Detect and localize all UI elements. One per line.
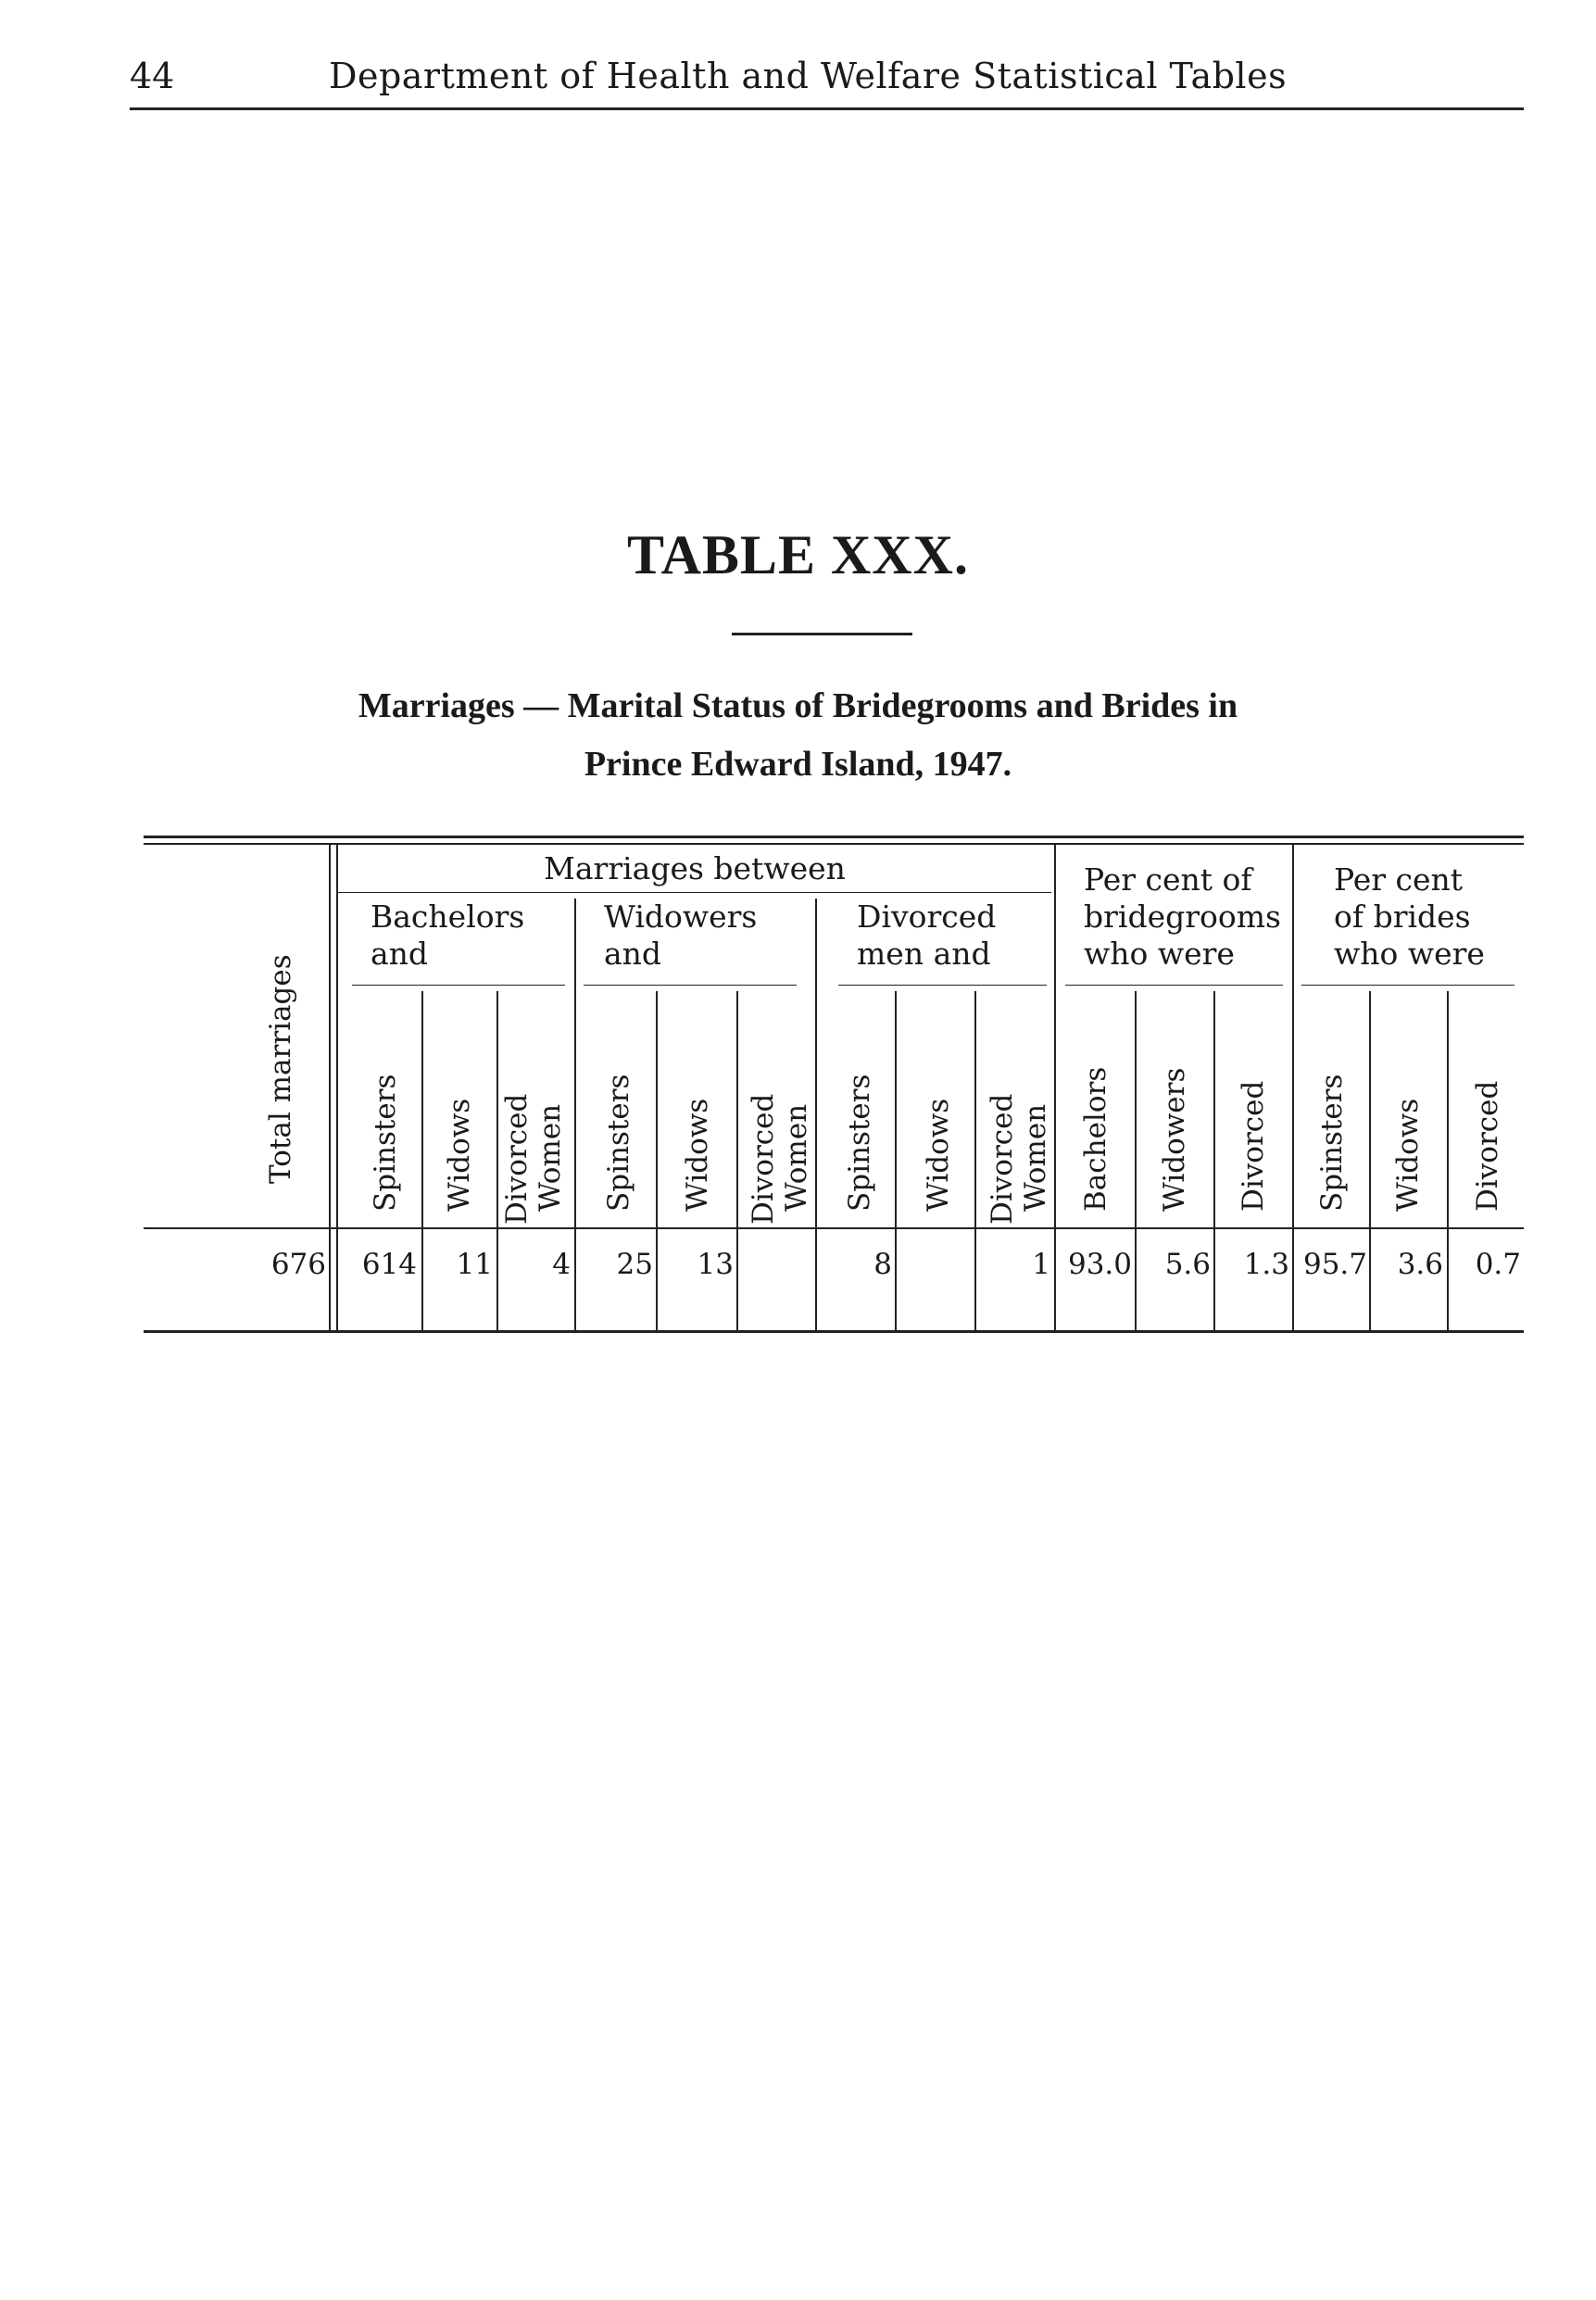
cell-bach-widows: 11 <box>456 1248 493 1281</box>
cell-pct-widows: 3.6 <box>1397 1248 1443 1281</box>
header-bottom-rule <box>144 1227 1524 1229</box>
title-rule <box>732 633 912 635</box>
col-sep-8 <box>1213 991 1215 1330</box>
total-separator-2 <box>336 845 338 1330</box>
col-sep-9 <box>1369 991 1371 1330</box>
header-widowers-and-1: Widowers <box>604 899 758 935</box>
header-wid-divorced-1: Divorced <box>747 1093 780 1225</box>
widowers-rule <box>584 985 797 986</box>
cell-pct-divorced-men: 1.3 <box>1243 1248 1289 1281</box>
cell-wid-divorced <box>741 1246 811 1283</box>
header-widowers-and-2: and <box>604 936 662 972</box>
header-pct-bachelors: Bachelors <box>1079 1066 1112 1212</box>
group-sep-widowers <box>574 899 576 1330</box>
cell-pct-bachelors: 93.0 <box>1067 1248 1132 1281</box>
cell-div-spinsters: 8 <box>873 1248 892 1281</box>
header-pct-groom-2: bridegrooms <box>1084 899 1281 935</box>
col-sep-7 <box>1135 991 1137 1330</box>
header-wid-spinsters: Spinsters <box>602 1074 635 1212</box>
header-bach-divorced-2: Women <box>534 1103 567 1212</box>
running-head <box>130 56 1524 110</box>
header-div-spinsters: Spinsters <box>843 1074 876 1212</box>
header-pct-spinsters: Spinsters <box>1315 1074 1349 1212</box>
header-pct-divorced-women: Divorced <box>1471 1080 1504 1212</box>
pct-bride-rule <box>1301 985 1514 986</box>
header-bachelors-and-2: and <box>371 936 429 972</box>
col-sep-10 <box>1447 991 1449 1330</box>
cell-div-widows <box>899 1246 971 1283</box>
col-sep-2 <box>496 991 498 1330</box>
group-sep-pct-groom <box>1054 845 1056 1330</box>
col-sep-3 <box>656 991 658 1330</box>
header-bach-divorced-1: Divorced <box>500 1093 534 1225</box>
header-wid-divorced-2: Women <box>780 1103 813 1212</box>
header-div-divorced-2: Women <box>1019 1103 1052 1212</box>
divorced-rule <box>838 985 1047 986</box>
cell-wid-spinsters: 25 <box>616 1248 653 1281</box>
header-total-marriages: Total marriages <box>264 954 297 1184</box>
running-title: Department of Health and Welfare Statistical Tables <box>329 56 1288 96</box>
total-separator <box>329 845 331 1330</box>
cell-div-divorced: 1 <box>1032 1248 1050 1281</box>
col-sep-1 <box>421 991 423 1330</box>
group-sep-divorced <box>815 899 817 1330</box>
marriages-between-rule <box>338 892 1051 893</box>
bachelors-rule <box>352 985 565 986</box>
cell-wid-widows: 13 <box>697 1248 734 1281</box>
header-div-divorced-1: Divorced <box>986 1093 1019 1225</box>
cell-bach-spinsters: 614 <box>361 1248 417 1281</box>
header-bach-widows: Widows <box>443 1098 476 1212</box>
header-pct-bride-3: who were <box>1334 936 1485 972</box>
header-div-widows: Widows <box>922 1098 955 1212</box>
table-bottom-rule <box>144 1330 1524 1333</box>
table-top-rule <box>144 836 1524 838</box>
cell-bach-divorced: 4 <box>552 1248 571 1281</box>
cell-pct-divorced-women: 0.7 <box>1475 1248 1521 1281</box>
header-pct-groom-3: who were <box>1084 936 1235 972</box>
header-bachelors-and-1: Bachelors <box>371 899 525 935</box>
header-pct-divorced-men: Divorced <box>1237 1080 1270 1212</box>
header-pct-widowers: Widowers <box>1158 1067 1191 1212</box>
header-wid-widows: Widows <box>681 1098 714 1212</box>
page-number: 44 <box>130 56 175 96</box>
pct-groom-rule <box>1065 985 1283 986</box>
header-divorced-and-1: Divorced <box>857 899 997 935</box>
cell-pct-widowers: 5.6 <box>1164 1248 1211 1281</box>
header-pct-groom-1: Per cent of <box>1084 861 1252 898</box>
table-caption-line-2: Prince Edward Island, 1947. <box>584 745 1012 784</box>
header-marriages-between: Marriages between <box>544 850 846 886</box>
col-sep-4 <box>736 991 738 1330</box>
header-divorced-and-2: men and <box>857 936 991 972</box>
table-title: TABLE XXX. <box>627 524 969 585</box>
table-top-rule-2 <box>144 843 1524 845</box>
header-pct-widows: Widows <box>1391 1098 1425 1212</box>
header-bach-spinsters: Spinsters <box>369 1074 402 1212</box>
header-pct-bride-1: Per cent <box>1334 861 1464 898</box>
col-sep-6 <box>974 991 976 1330</box>
col-sep-5 <box>895 991 897 1330</box>
cell-total: 676 <box>270 1248 326 1281</box>
table-caption-line-1: Marriages — Marital Status of Bridegrooms and Brides in <box>358 686 1238 725</box>
header-pct-bride-2: of brides <box>1334 899 1471 935</box>
group-sep-pct-bride <box>1292 845 1294 1330</box>
cell-pct-spinsters: 95.7 <box>1302 1248 1367 1281</box>
